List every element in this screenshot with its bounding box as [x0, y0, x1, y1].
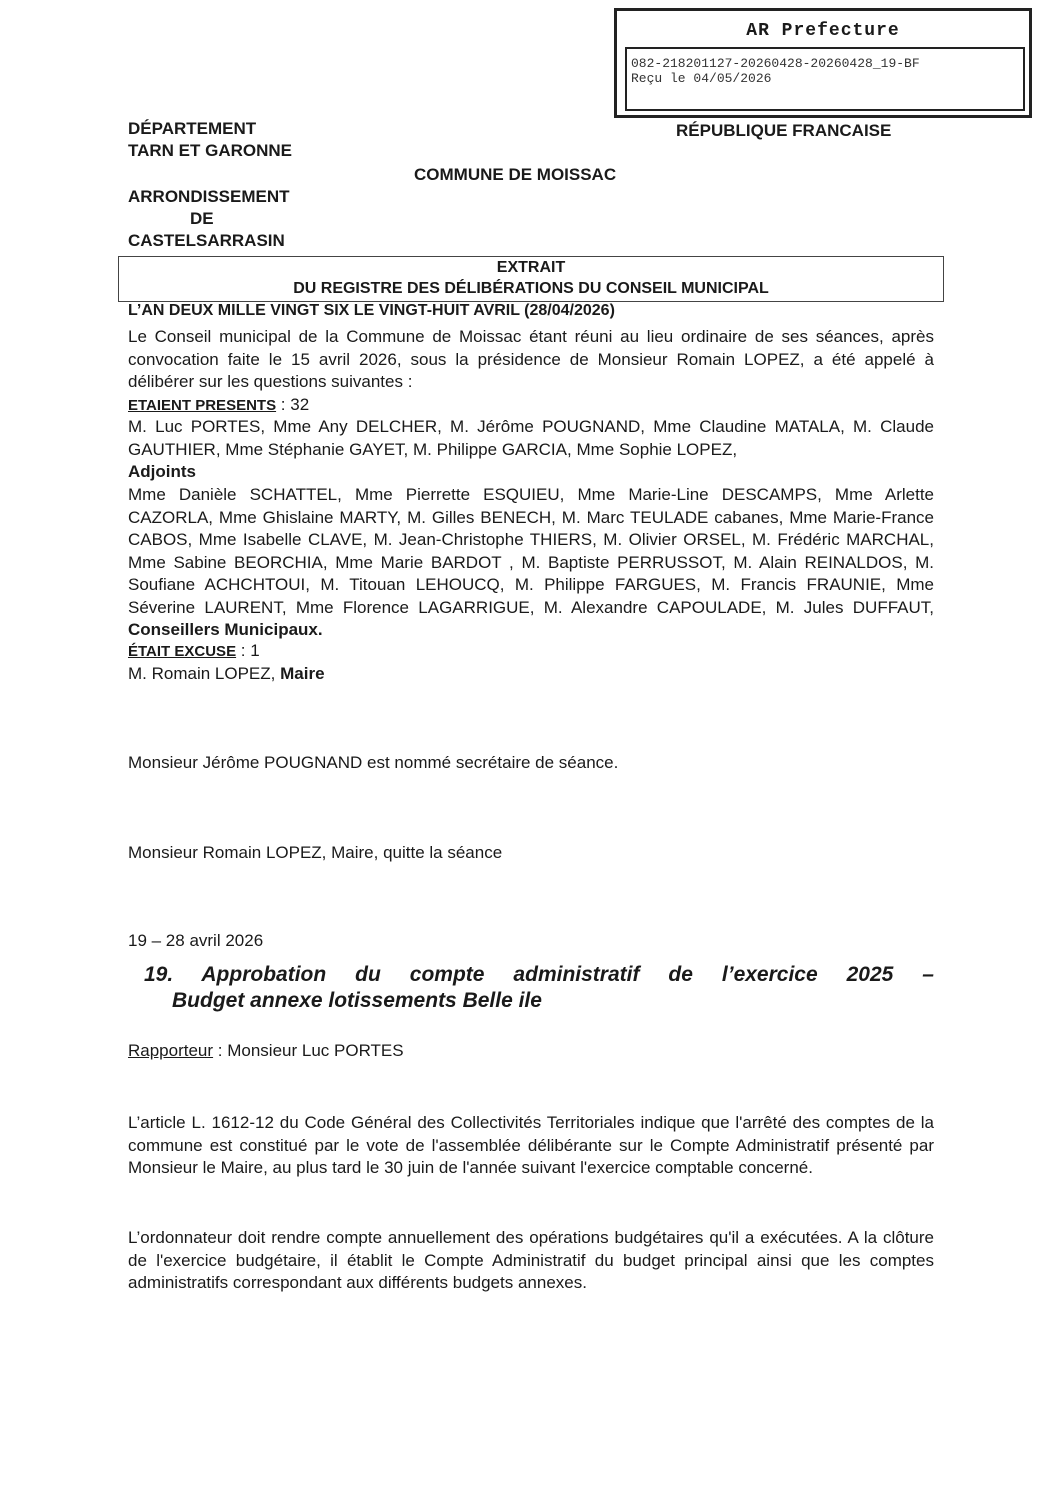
arrondissement-label: ARRONDISSEMENT: [128, 187, 290, 206]
presents-label: ETAIENT PRESENTS: [128, 397, 277, 414]
rapporteur-line: [128, 1040, 404, 1063]
deliberation-title-line2: Budget annexe lotissements Belle ile: [172, 989, 542, 1012]
paragraph-article: L’article L. 1612-12 du Code Général des Collectivités Territoriales indique que l'arrêté des comptes de la commune est constitué par le vote de l'assemblée délibérante sur le Compte Administratif présenté par Monsieur le Maire, au plus tard le 30 juin de l'année suivant l'exercice comptable concerné.: [128, 1113, 934, 1177]
adjoints-label: Adjoints: [128, 462, 196, 481]
commune-label: COMMUNE DE MOISSAC: [414, 165, 617, 184]
deliberation-ref-date: 19 – 28 avril 2026: [128, 931, 264, 950]
secretaire-line: Monsieur Jérôme POUGNAND est nommé secrétaire de séance.: [128, 753, 619, 772]
session-intro: Le Conseil municipal de la Commune de Moissac étant réuni au lieu ordinaire de ses séances, après convocation faite le 15 avril 2026, sous la présidence de Monsieur Romain LOPEZ, a été appelé à délibérer sur les questions suivantes :: [128, 327, 934, 391]
republique-label: RÉPUBLIQUE FRANCAISE: [676, 121, 892, 140]
stamp-reference: 082-218201127-20260428-20260428_19-BF: [631, 56, 920, 71]
conseillers-label: Conseillers Municipaux.: [128, 620, 323, 639]
departement-label: DÉPARTEMENT: [128, 119, 257, 138]
conseillers-names: Mme Danièle SCHATTEL, Mme Pierrette ESQUIEU, Mme Marie-Line DESCAMPS, Mme Arlette CAZORLA, Mme Ghislaine MARTY, M. Gilles BENECH, M. Marc TEULADE cabanes, Mme Marie-France CABOS, Mme Isabelle CLAVE, M. Jean-Christophe THIERS, M. Olivier ORSEL, M. Frédéric MARCHAL, Mme Sabine BEORCHIA, Mme Marie BARDOT , M. Baptiste PERRUSSOT, M. Alain REINALDOS, M. Soufiane ACHCHTOUI, M. Titouan LEHOUCQ, M. Philippe FARGUES, M. Francis FRAUNIE, Mme Séverine LAURENT, Mme Florence LAGARRIGUE, M. Alexandre CAPOULADE, M. Jules DUFFAUT,: [128, 485, 934, 617]
arrondissement-name: CASTELSARRASIN: [128, 231, 285, 250]
adjoints-names: M. Luc PORTES, Mme Any DELCHER, M. Jérôme POUGNAND, Mme Claudine MATALA, M. Claude GAUTHIER, Mme Stéphanie GAYET, M. Philippe GARCIA, Mme Sophie LOPEZ,: [128, 417, 934, 459]
excuse-count: : 1: [236, 641, 260, 660]
stamp-details: [625, 47, 1025, 111]
extrait-subtitle: DU REGISTRE DES DÉLIBÉRATIONS DU CONSEIL MUNICIPAL: [293, 280, 769, 297]
excuse-role: Maire: [280, 664, 325, 683]
rapporteur-label: Rapporteur: [128, 1041, 214, 1060]
rapporteur-value: : Monsieur Luc PORTES: [213, 1041, 404, 1060]
presents-line: [128, 394, 309, 418]
presents-count: : 32: [276, 395, 310, 414]
excuse-label: ÉTAIT EXCUSE: [128, 643, 237, 660]
prefecture-stamp: [614, 8, 1032, 118]
excuse-line: [128, 640, 260, 664]
excuse-name: M. Romain LOPEZ,: [128, 664, 276, 683]
stamp-title: AR Prefecture: [746, 21, 900, 41]
excuse-person: [128, 663, 325, 686]
deliberation-title: [144, 962, 934, 1014]
session-date-line: L’AN DEUX MILLE VINGT SIX LE VINGT-HUIT AVRIL (28/04/2026): [128, 302, 615, 319]
conseillers-block: [128, 484, 934, 642]
arrondissement-de: DE: [190, 209, 214, 228]
departement-block: [128, 118, 292, 162]
extrait-title: EXTRAIT: [496, 259, 566, 276]
departement-name: TARN ET GARONNE: [128, 141, 293, 160]
extrait-box: [118, 256, 944, 302]
paragraph-ordonnateur: L’ordonnateur doit rendre compte annuellement des opérations budgétaires qu'il a exécutées. A la clôture de l'exercice budgétaire, il établit le Compte Administratif du budget principal ainsi que les comptes administratifs correspondant aux différents budgets annexes.: [128, 1228, 934, 1292]
stamp-received-date: Reçu le 04/05/2026: [631, 71, 772, 86]
deliberation-title-line1: 19. Approbation du compte administratif de l’exercice 2025 –: [144, 963, 934, 986]
maire-quitte-line: Monsieur Romain LOPEZ, Maire, quitte la séance: [128, 843, 503, 862]
arrondissement-block: [128, 186, 328, 252]
